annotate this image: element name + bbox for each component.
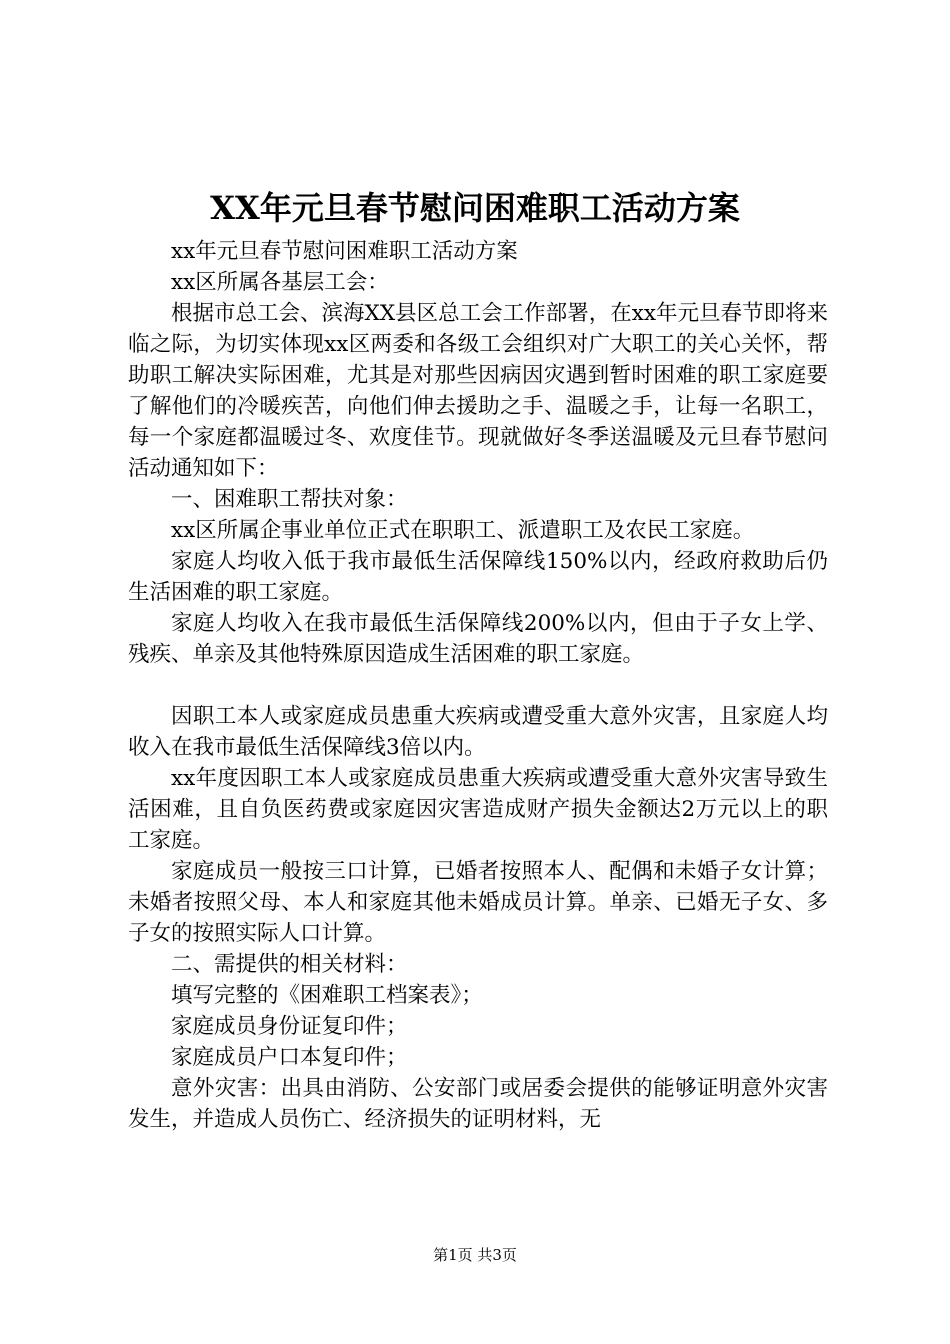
paragraph-material-3: 家庭成员户口本复印件； [171,1045,408,1070]
section-heading-1: 一、困难职工帮扶对象： [171,487,408,512]
paragraph-target-1: xx区所属企事业单位正式在职职工、派遣职工及农民工家庭。 [171,518,755,543]
paragraph-addressee: xx区所属各基层工会： [171,270,389,295]
page-number-footer: 第1页 共3页 [433,1246,517,1264]
paragraph-target-3: 家庭人均收入在我市最低生活保障线200%以内，但由于子女上学、残疾、单亲及其他特殊原因造成生活困难的职工家庭。 [128,611,828,667]
paragraph-intro: 根据市总工会、滨海XX县区总工会工作部署，在xx年元旦春节即将来临之际，为切实体现xx区两委和各级工会组织对广大职工的关心关怀，帮助职工解决实际困难，尤其是对那些因病因灾遇到暂时困难的职工家庭要了解他们的冷暖疾苦，向他们伸去援助之手、温暖之手，让每一名职工，每一个家庭都温暖过冬、欢度佳节。现就做好冬季送温暖及元旦春节慰问活动通知如下： [128,301,828,481]
document-title: XX年元旦春节慰问困难职工活动方案 [210,189,740,227]
paragraph-target-5: xx年度因职工本人或家庭成员患重大疾病或遭受重大意外灾害导致生活困难，且自负医药费或家庭因灾害造成财产损失金额达2万元以上的职工家庭。 [128,766,828,853]
paragraph-material-4: 意外灾害：出具由消防、公安部门或居委会提供的能够证明意外灾害发生，并造成人员伤亡、经济损失的证明材料，无 [128,1076,828,1132]
paragraph-target-4: 因职工本人或家庭成员患重大疾病或遭受重大意外灾害，且家庭人均收入在我市最低生活保障线3倍以内。 [128,704,828,760]
paragraph-material-2: 家庭成员身份证复印件； [171,1014,408,1039]
paragraph-material-1: 填写完整的《困难职工档案表》； [171,983,483,1008]
paragraph-family-count: 家庭成员一般按三口计算，已婚者按照本人、配偶和未婚子女计算；未婚者按照父母、本人和家庭其他未婚成员计算。单亲、已婚无子女、多子女的按照实际人口计算。 [128,859,828,946]
section-heading-2: 二、需提供的相关材料： [171,952,408,977]
paragraph-heading-repeat: xx年元旦春节慰问困难职工活动方案 [171,239,518,264]
document-body [128,236,828,1135]
paragraph-target-2: 家庭人均收入低于我市最低生活保障线150%以内，经政府救助后仍生活困难的职工家庭。 [128,549,828,605]
blank-line [128,670,828,701]
